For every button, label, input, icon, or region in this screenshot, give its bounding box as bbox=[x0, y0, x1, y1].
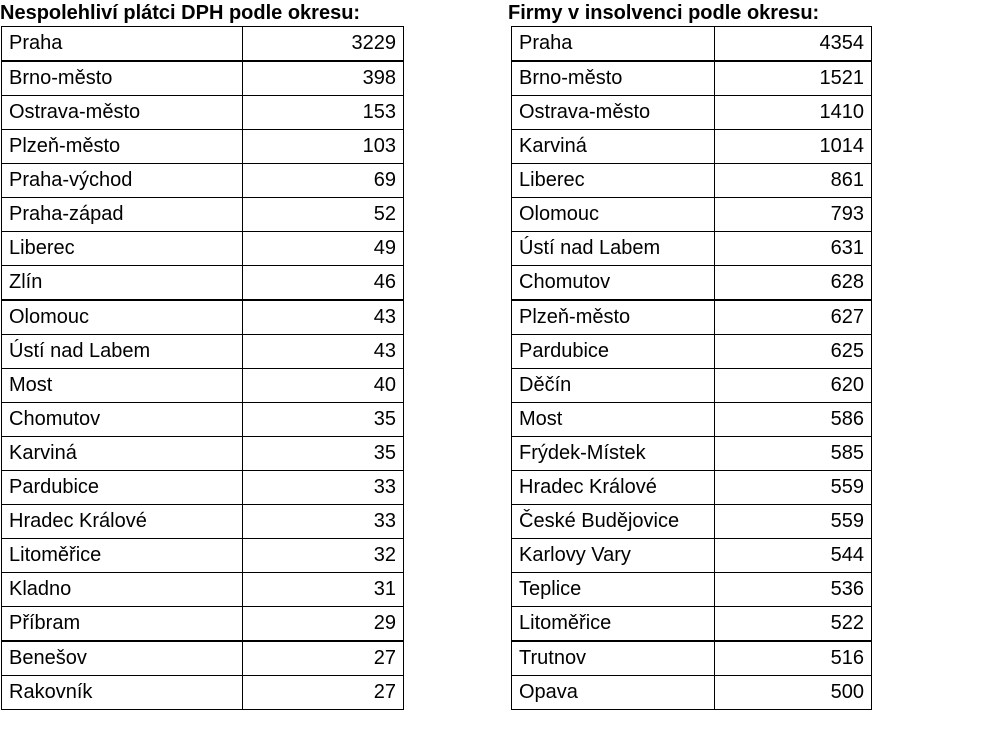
insolvent-companies-section bbox=[508, 0, 872, 710]
count-cell: 627 bbox=[715, 300, 872, 335]
count-cell: 52 bbox=[243, 198, 404, 232]
count-cell: 536 bbox=[715, 573, 872, 607]
count-cell: 46 bbox=[243, 266, 404, 301]
table-row bbox=[512, 96, 872, 130]
district-name-cell: Praha bbox=[512, 27, 715, 62]
count-cell: 516 bbox=[715, 641, 872, 676]
table-row bbox=[2, 437, 404, 471]
count-cell: 35 bbox=[243, 403, 404, 437]
count-cell: 33 bbox=[243, 471, 404, 505]
count-cell: 153 bbox=[243, 96, 404, 130]
district-name-cell: Liberec bbox=[512, 164, 715, 198]
table-row bbox=[2, 403, 404, 437]
table-row bbox=[512, 437, 872, 471]
table-row bbox=[2, 607, 404, 642]
table-row bbox=[2, 573, 404, 607]
count-cell: 43 bbox=[243, 335, 404, 369]
table-row bbox=[512, 300, 872, 335]
table-row bbox=[512, 198, 872, 232]
table-row bbox=[512, 27, 872, 62]
table-row bbox=[512, 641, 872, 676]
insolvent-companies-title: Firmy v insolvenci podle okresu: bbox=[508, 2, 820, 24]
table-row bbox=[2, 471, 404, 505]
district-name-cell: Ostrava-město bbox=[2, 96, 243, 130]
district-name-cell: Ústí nad Labem bbox=[512, 232, 715, 266]
table-row bbox=[2, 130, 404, 164]
count-cell: 4354 bbox=[715, 27, 872, 62]
district-name-cell: Liberec bbox=[2, 232, 243, 266]
count-cell: 32 bbox=[243, 539, 404, 573]
count-cell: 27 bbox=[243, 641, 404, 676]
count-cell: 620 bbox=[715, 369, 872, 403]
district-name-cell: Praha-západ bbox=[2, 198, 243, 232]
district-name-cell: Zlín bbox=[2, 266, 243, 301]
count-cell: 3229 bbox=[243, 27, 404, 62]
table-row bbox=[2, 369, 404, 403]
district-name-cell: Pardubice bbox=[512, 335, 715, 369]
table-row bbox=[2, 539, 404, 573]
count-cell: 69 bbox=[243, 164, 404, 198]
count-cell: 33 bbox=[243, 505, 404, 539]
district-name-cell: Hradec Králové bbox=[512, 471, 715, 505]
table-row bbox=[512, 607, 872, 642]
table-row bbox=[512, 471, 872, 505]
table-row bbox=[2, 300, 404, 335]
table-row bbox=[512, 539, 872, 573]
district-name-cell: Most bbox=[2, 369, 243, 403]
district-name-cell: Brno-město bbox=[512, 61, 715, 96]
count-cell: 31 bbox=[243, 573, 404, 607]
insolvent-companies-table-body bbox=[512, 27, 872, 710]
table-row bbox=[2, 61, 404, 96]
count-cell: 398 bbox=[243, 61, 404, 96]
table-row bbox=[512, 61, 872, 96]
count-cell: 43 bbox=[243, 300, 404, 335]
district-name-cell: Karviná bbox=[2, 437, 243, 471]
count-cell: 544 bbox=[715, 539, 872, 573]
district-name-cell: Plzeň-město bbox=[2, 130, 243, 164]
count-cell: 1521 bbox=[715, 61, 872, 96]
count-cell: 29 bbox=[243, 607, 404, 642]
district-name-cell: Pardubice bbox=[2, 471, 243, 505]
district-name-cell: Olomouc bbox=[512, 198, 715, 232]
count-cell: 1410 bbox=[715, 96, 872, 130]
district-name-cell: Chomutov bbox=[512, 266, 715, 301]
district-name-cell: Plzeň-město bbox=[512, 300, 715, 335]
table-row bbox=[512, 232, 872, 266]
district-name-cell: Most bbox=[512, 403, 715, 437]
count-cell: 500 bbox=[715, 676, 872, 710]
district-name-cell: Kladno bbox=[2, 573, 243, 607]
count-cell: 861 bbox=[715, 164, 872, 198]
district-name-cell: Praha-východ bbox=[2, 164, 243, 198]
district-name-cell: Litoměřice bbox=[512, 607, 715, 642]
count-cell: 559 bbox=[715, 505, 872, 539]
table-row bbox=[512, 369, 872, 403]
table-row bbox=[512, 676, 872, 710]
count-cell: 586 bbox=[715, 403, 872, 437]
vat-unreliable-payers-title: Nespolehliví plátci DPH podle okresu: bbox=[0, 2, 361, 24]
district-name-cell: Děčín bbox=[512, 369, 715, 403]
vat-unreliable-payers-section bbox=[0, 0, 404, 710]
district-name-cell: Chomutov bbox=[2, 403, 243, 437]
district-name-cell: Brno-město bbox=[2, 61, 243, 96]
district-name-cell: Příbram bbox=[2, 607, 243, 642]
table-row bbox=[512, 335, 872, 369]
district-name-cell: Opava bbox=[512, 676, 715, 710]
table-row bbox=[512, 505, 872, 539]
count-cell: 793 bbox=[715, 198, 872, 232]
table-row bbox=[512, 573, 872, 607]
district-name-cell: Ústí nad Labem bbox=[2, 335, 243, 369]
insolvent-companies-table bbox=[511, 26, 872, 710]
table-row bbox=[2, 266, 404, 301]
district-name-cell: Ostrava-město bbox=[512, 96, 715, 130]
count-cell: 40 bbox=[243, 369, 404, 403]
table-row bbox=[2, 27, 404, 62]
count-cell: 559 bbox=[715, 471, 872, 505]
table-row bbox=[512, 266, 872, 301]
district-name-cell: Rakovník bbox=[2, 676, 243, 710]
count-cell: 1014 bbox=[715, 130, 872, 164]
table-row bbox=[512, 403, 872, 437]
district-name-cell: Karviná bbox=[512, 130, 715, 164]
district-name-cell: Frýdek-Místek bbox=[512, 437, 715, 471]
count-cell: 49 bbox=[243, 232, 404, 266]
count-cell: 628 bbox=[715, 266, 872, 301]
count-cell: 27 bbox=[243, 676, 404, 710]
district-name-cell: Teplice bbox=[512, 573, 715, 607]
vat-unreliable-payers-table-body bbox=[2, 27, 404, 710]
district-name-cell: České Budějovice bbox=[512, 505, 715, 539]
table-row bbox=[2, 96, 404, 130]
district-name-cell: Olomouc bbox=[2, 300, 243, 335]
table-row bbox=[512, 164, 872, 198]
table-row bbox=[2, 641, 404, 676]
district-name-cell: Benešov bbox=[2, 641, 243, 676]
table-row bbox=[2, 676, 404, 710]
count-cell: 631 bbox=[715, 232, 872, 266]
district-name-cell: Praha bbox=[2, 27, 243, 62]
district-name-cell: Litoměřice bbox=[2, 539, 243, 573]
table-row bbox=[2, 335, 404, 369]
table-row bbox=[2, 164, 404, 198]
count-cell: 522 bbox=[715, 607, 872, 642]
vat-unreliable-payers-table bbox=[1, 26, 404, 710]
count-cell: 103 bbox=[243, 130, 404, 164]
district-name-cell: Hradec Králové bbox=[2, 505, 243, 539]
count-cell: 585 bbox=[715, 437, 872, 471]
district-name-cell: Trutnov bbox=[512, 641, 715, 676]
district-name-cell: Karlovy Vary bbox=[512, 539, 715, 573]
table-row bbox=[2, 505, 404, 539]
count-cell: 625 bbox=[715, 335, 872, 369]
table-row bbox=[2, 232, 404, 266]
table-row bbox=[512, 130, 872, 164]
count-cell: 35 bbox=[243, 437, 404, 471]
table-row bbox=[2, 198, 404, 232]
